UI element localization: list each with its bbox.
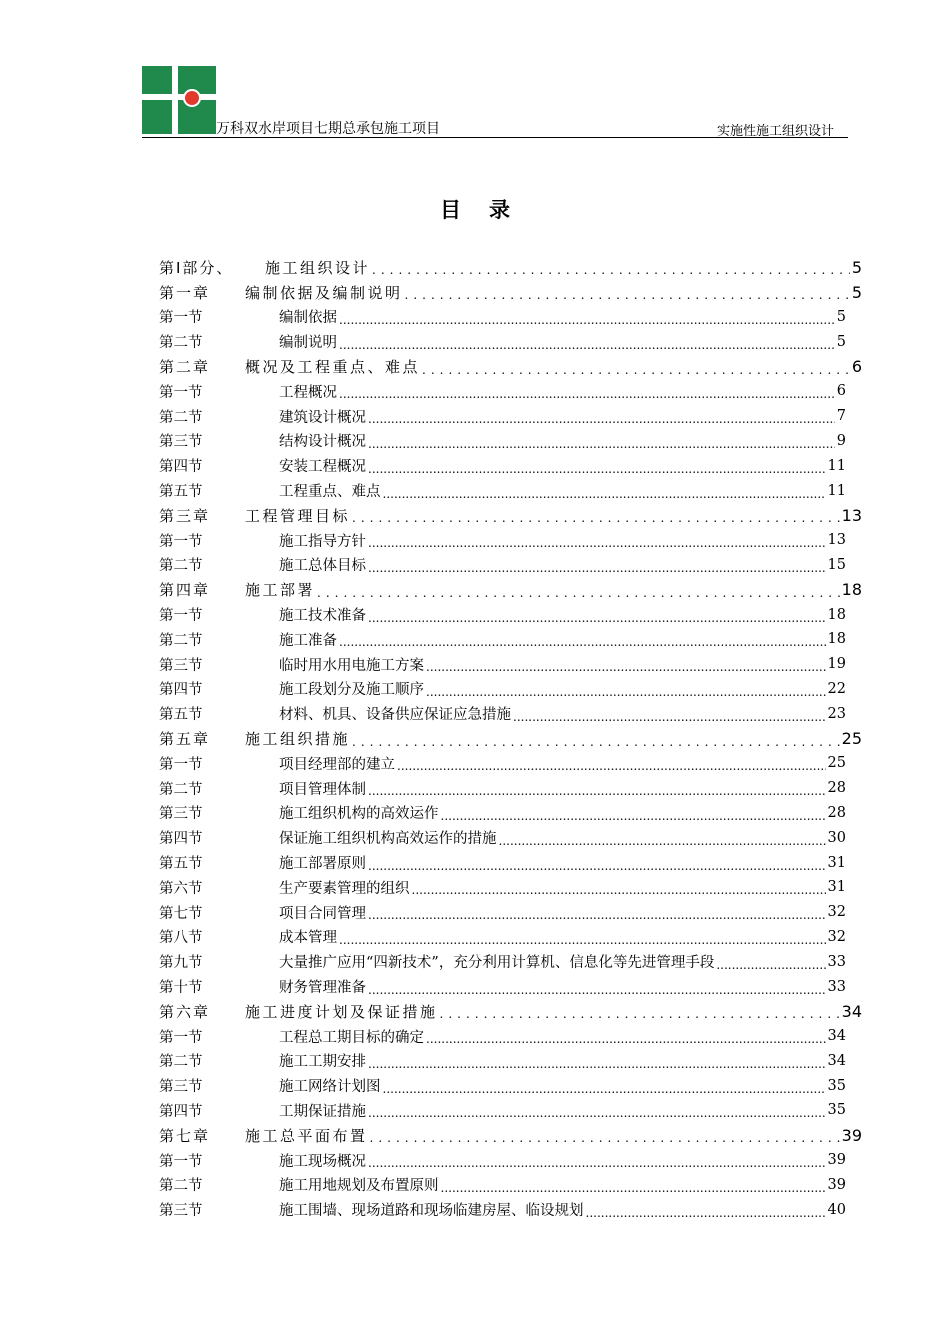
toc-entry-title: 工期保证措施 — [279, 1103, 366, 1120]
toc-entry-number: 第一节 — [159, 1029, 203, 1046]
toc-entry[interactable] — [159, 453, 862, 478]
toc-entry-number: 第二章 — [159, 358, 211, 377]
toc-entry[interactable] — [159, 602, 862, 627]
toc-entry[interactable] — [159, 280, 862, 305]
toc-entry-title: 施工准备 — [279, 632, 337, 649]
toc-entry-number: 第七章 — [159, 1126, 211, 1145]
toc-entry-page: 5 — [851, 257, 862, 277]
toc-entry-title: 施工组织机构的高效运作 — [279, 806, 439, 823]
toc-entry-title: 概况及工程重点、难点 — [245, 358, 421, 377]
toc-entry[interactable] — [159, 949, 862, 974]
toc-dot-leader — [426, 655, 826, 673]
toc-entry-page: 35 — [827, 1077, 846, 1094]
toc-entry[interactable] — [159, 404, 862, 429]
document-type: 实施性施工组织设计 — [716, 124, 834, 139]
toc-dot-leader — [422, 358, 850, 376]
toc-entry-number: 第六章 — [159, 1002, 211, 1021]
toc-entry-number: 第二节 — [159, 632, 203, 649]
toc-entry-number: 第二节 — [159, 335, 203, 352]
toc-entry-page: 31 — [827, 879, 846, 896]
toc-entry-title: 成本管理 — [279, 930, 337, 947]
toc-entry[interactable] — [159, 776, 862, 801]
toc-dot-leader — [368, 457, 826, 475]
toc-entry-number: 第一节 — [159, 756, 203, 773]
toc-entry-title: 项目管理体制 — [279, 781, 366, 798]
toc-entry[interactable] — [159, 1098, 862, 1123]
toc-entry[interactable] — [159, 751, 862, 776]
project-title: 万科双水岸项目七期总承包施工项目 — [216, 121, 440, 137]
toc-entry[interactable] — [159, 652, 862, 677]
toc-entry-title: 编制依据 — [279, 310, 337, 327]
toc-entry-page: 13 — [841, 505, 862, 525]
toc-entry-title: 安装工程概况 — [279, 459, 366, 476]
toc-dot-leader — [441, 1176, 826, 1194]
toc-entry-page: 9 — [836, 432, 846, 449]
toc-entry[interactable] — [159, 726, 862, 751]
toc-dot-leader — [426, 680, 826, 698]
toc-entry-page: 11 — [827, 457, 846, 474]
toc-entry-title: 工程重点、难点 — [279, 484, 381, 501]
toc-entry[interactable] — [159, 875, 862, 900]
toc-entry-number: 第十节 — [159, 980, 203, 996]
toc-entry-title: 编制说明 — [279, 335, 337, 352]
toc-entry-number: 第三节 — [159, 806, 203, 823]
toc-entry-title: 施工组织设计 — [265, 258, 371, 277]
toc-dot-leader — [440, 1002, 840, 1020]
toc-entry-number: 第五节 — [159, 707, 203, 724]
toc-dot-leader — [368, 432, 835, 450]
toc-entry-page: 32 — [827, 904, 846, 921]
toc-entry-title: 施工总体目标 — [279, 558, 366, 575]
toc-entry-page: 15 — [827, 556, 846, 573]
toc-entry-page: 25 — [841, 729, 862, 749]
toc-entry-number: 第五章 — [159, 730, 211, 749]
toc-entry-number: 第五节 — [159, 856, 203, 873]
toc-entry-title: 施工现场概况 — [279, 1153, 366, 1170]
toc-entry-number: 第六节 — [159, 880, 203, 897]
toc-dot-leader — [352, 506, 840, 524]
toc-entry[interactable] — [159, 429, 862, 454]
toc-entry-number: 第三章 — [159, 506, 211, 525]
toc-entry-title: 施工总平面布置 — [245, 1126, 368, 1145]
toc-entry-page: 34 — [827, 1052, 846, 1069]
toc-dot-leader — [368, 903, 826, 921]
toc-entry-page: 28 — [827, 804, 846, 821]
toc-entry[interactable] — [159, 900, 862, 925]
toc-entry-title: 施工段划分及施工顺序 — [279, 682, 424, 699]
toc-entry-number: 第Ⅰ部分、 — [159, 258, 234, 277]
toc-dot-leader — [352, 730, 840, 748]
toc-dot-leader — [397, 754, 826, 772]
toc-dot-leader — [383, 1077, 826, 1095]
toc-entry-title: 工程总工期目标的确定 — [279, 1029, 424, 1046]
toc-entry-page: 39 — [827, 1176, 846, 1193]
toc-entry-title: 项目经理部的建立 — [279, 756, 395, 773]
toc-entry-title: 工程管理目标 — [245, 506, 351, 525]
toc-entry-page: 34 — [827, 1028, 846, 1045]
toc-dot-leader — [368, 1101, 826, 1119]
toc-entry-title: 施工组织措施 — [245, 730, 351, 749]
toc-entry[interactable] — [159, 478, 862, 503]
toc-entry-number: 第四节 — [159, 831, 203, 848]
toc-entry-page: 33 — [827, 978, 846, 995]
toc-entry-page: 40 — [827, 1201, 846, 1218]
toc-dot-leader — [368, 556, 826, 574]
toc-dot-leader — [586, 1201, 826, 1219]
toc-dot-leader — [368, 1052, 826, 1070]
toc-entry-number: 第八节 — [159, 930, 203, 947]
toc-dot-leader — [368, 854, 826, 872]
toc-entry-number: 第一节 — [159, 608, 203, 625]
toc-entry-page: 5 — [851, 282, 862, 302]
toc-dot-leader — [368, 407, 835, 425]
toc-entry-page: 18 — [841, 580, 862, 600]
toc-dot-leader — [513, 705, 826, 723]
toc-entry-number: 第四节 — [159, 682, 203, 699]
toc-entry-page: 13 — [827, 532, 846, 549]
toc-entry[interactable] — [159, 1148, 862, 1173]
toc-entry[interactable] — [159, 801, 862, 826]
toc-entry[interactable] — [159, 850, 862, 875]
toc-entry-page: 6 — [851, 357, 862, 377]
toc-entry-number: 第二节 — [159, 1054, 203, 1071]
toc-entry[interactable] — [159, 974, 862, 999]
toc-entry-title: 项目合同管理 — [279, 905, 366, 922]
toc-dot-leader — [368, 531, 826, 549]
toc-entry-title: 保证施工组织机构高效运作的措施 — [279, 831, 497, 848]
toc-entry-number: 第二节 — [159, 1178, 203, 1195]
toc-entry-number: 第三节 — [159, 657, 203, 674]
toc-entry-page: 6 — [836, 383, 846, 400]
toc-entry-number: 第四章 — [159, 581, 211, 600]
toc-entry-title: 施工网络计划图 — [279, 1079, 381, 1096]
toc-entry-title: 材料、机具、设备供应保证应急措施 — [279, 707, 511, 724]
toc-entry[interactable] — [159, 503, 862, 528]
toc-dot-leader — [339, 308, 835, 326]
toc-entry-title: 临时用水用电施工方案 — [279, 657, 424, 674]
toc-entry[interactable] — [159, 999, 862, 1024]
toc-dot-leader — [317, 581, 840, 599]
toc-dot-leader — [368, 606, 826, 624]
toc-entry-page: 31 — [827, 854, 846, 871]
toc-entry-page: 28 — [827, 780, 846, 797]
toc-entry[interactable] — [159, 553, 862, 578]
toc-dot-leader — [339, 382, 835, 400]
toc-entry-page: 11 — [827, 482, 846, 499]
toc-dot-leader — [383, 482, 826, 500]
company-logo-icon — [142, 66, 216, 134]
toc-dot-leader — [441, 804, 826, 822]
toc-entry[interactable] — [159, 577, 862, 602]
toc-entry-page: 32 — [827, 928, 846, 945]
toc-entry-page: 18 — [827, 631, 846, 648]
table-of-contents — [159, 255, 862, 1222]
toc-entry-title: 施工进度计划及保证措施 — [245, 1002, 438, 1021]
toc-dot-leader — [339, 630, 826, 648]
toc-entry[interactable] — [159, 1197, 862, 1222]
toc-dot-leader — [370, 1126, 840, 1144]
toc-entry[interactable] — [159, 379, 862, 404]
toc-dot-leader — [372, 258, 850, 276]
toc-entry-number: 第九节 — [159, 955, 203, 972]
toc-entry[interactable] — [159, 627, 862, 652]
toc-entry-title: 编制依据及编制说明 — [245, 283, 403, 302]
toc-entry-title: 施工部署 — [245, 581, 316, 600]
toc-entry-number: 第三节 — [159, 1203, 203, 1220]
toc-entry-page: 25 — [827, 755, 846, 772]
toc-dot-leader — [339, 333, 835, 351]
toc-entry-page: 39 — [841, 1125, 862, 1145]
toc-entry-number: 第一节 — [159, 1153, 203, 1170]
toc-entry-page: 5 — [836, 308, 846, 325]
header-divider — [142, 137, 848, 138]
toc-entry-title: 财务管理准备 — [279, 980, 366, 996]
toc-entry-title: 施工部署原则 — [279, 856, 366, 873]
page-title: 目录 — [440, 198, 538, 222]
toc-entry-title: 生产要素管理的组织 — [279, 880, 410, 897]
toc-entry-number: 第一章 — [159, 283, 211, 302]
toc-entry-page: 19 — [827, 656, 846, 673]
toc-entry-page: 35 — [827, 1102, 846, 1119]
toc-dot-leader — [499, 829, 826, 847]
toc-entry-page: 39 — [827, 1152, 846, 1169]
toc-entry-title: 施工技术准备 — [279, 608, 366, 625]
toc-entry[interactable] — [159, 255, 862, 280]
toc-dot-leader — [368, 1151, 826, 1169]
toc-entry-title: 施工指导方针 — [279, 533, 366, 550]
toc-entry-title: 施工工期安排 — [279, 1054, 366, 1071]
toc-entry-number: 第一节 — [159, 533, 203, 550]
toc-entry-number: 第四节 — [159, 459, 203, 476]
toc-entry-number: 第七节 — [159, 905, 203, 922]
toc-entry[interactable] — [159, 1024, 862, 1049]
toc-entry-number: 第三节 — [159, 1079, 203, 1096]
toc-entry-title: 结构设计概况 — [279, 434, 366, 451]
toc-entry[interactable] — [159, 305, 862, 330]
toc-entry[interactable] — [159, 1049, 862, 1074]
toc-entry-number: 第二节 — [159, 558, 203, 575]
toc-entry[interactable] — [159, 528, 862, 553]
toc-entry-page: 33 — [827, 953, 846, 970]
toc-entry-page: 5 — [836, 333, 846, 350]
toc-entry[interactable] — [159, 1073, 862, 1098]
toc-entry-number: 第三节 — [159, 434, 203, 451]
toc-entry-number: 第一节 — [159, 310, 203, 327]
toc-dot-leader — [339, 928, 826, 946]
toc-entry[interactable] — [159, 677, 862, 702]
toc-entry-number: 第四节 — [159, 1103, 203, 1120]
toc-entry-title: 施工用地规划及布置原则 — [279, 1178, 439, 1195]
toc-entry-page: 30 — [827, 829, 846, 846]
toc-entry-title: 建筑设计概况 — [279, 409, 366, 426]
toc-dot-leader — [368, 779, 826, 797]
toc-entry-page: 23 — [827, 705, 846, 722]
toc-entry-number: 第二节 — [159, 781, 203, 798]
toc-entry-number: 第二节 — [159, 409, 203, 426]
toc-dot-leader — [412, 878, 826, 896]
toc-dot-leader — [426, 1027, 826, 1045]
page-header — [142, 66, 848, 140]
toc-dot-leader — [716, 953, 825, 971]
toc-entry-page: 34 — [841, 1001, 862, 1021]
toc-entry-page: 18 — [827, 606, 846, 623]
toc-entry[interactable] — [159, 925, 862, 950]
toc-entry-title: 工程概况 — [279, 384, 337, 401]
toc-entry-page: 22 — [827, 680, 846, 697]
toc-dot-leader — [405, 283, 850, 301]
toc-entry-number: 第五节 — [159, 484, 203, 501]
toc-entry[interactable] — [159, 1123, 862, 1148]
toc-entry[interactable] — [159, 354, 862, 379]
toc-entry-page: 7 — [836, 408, 846, 425]
toc-entry[interactable] — [159, 329, 862, 354]
toc-entry-title: 施工围墙、现场道路和现场临建房屋、临设规划 — [279, 1203, 584, 1220]
toc-entry[interactable] — [159, 1172, 862, 1197]
toc-dot-leader — [368, 978, 826, 996]
toc-entry-title: 大量推广应用“四新技术”，充分利用计算机、信息化等先进管理手段 — [279, 955, 715, 972]
toc-entry-number: 第一节 — [159, 384, 203, 401]
toc-entry[interactable] — [159, 825, 862, 850]
toc-entry[interactable] — [159, 701, 862, 726]
